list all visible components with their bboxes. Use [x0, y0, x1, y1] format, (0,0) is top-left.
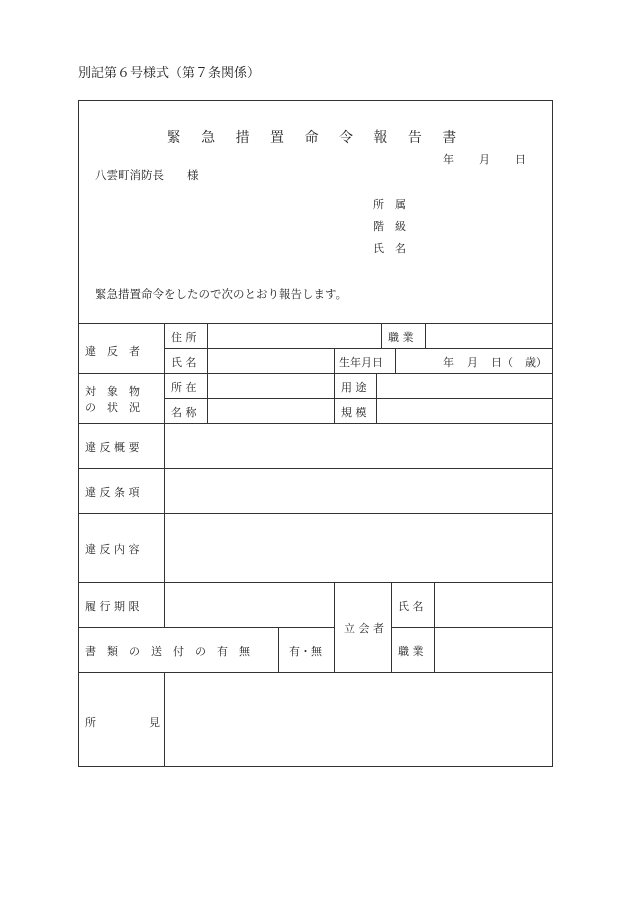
scale-label: 規 模 — [341, 406, 367, 419]
violator-name-label: 氏 名 — [171, 356, 197, 369]
officer-name-label: 氏 名 — [373, 242, 406, 255]
witness-occupation-label: 職 業 — [398, 645, 424, 658]
documents-label: 書 類 の 送 付 の 有 無 — [85, 645, 250, 658]
report-form — [78, 100, 553, 767]
form-caption: 別記第６号様式（第７条関係） — [78, 66, 261, 81]
opinion-label-left: 所 — [85, 716, 96, 729]
rank-label: 階 級 — [373, 220, 406, 233]
witness-name-label: 氏 名 — [398, 600, 424, 613]
birth-year: 年 — [443, 356, 454, 369]
object-name-label: 名 称 — [171, 406, 197, 419]
usage-label: 用 途 — [341, 381, 367, 394]
address-label: 住 所 — [171, 331, 197, 344]
date-day: 日 — [515, 153, 526, 166]
presence-value: 有・無 — [289, 645, 322, 658]
opinion-label-right: 見 — [149, 716, 160, 729]
date-year: 年 — [443, 153, 454, 166]
addressee: 八雲町消防長 様 — [95, 168, 199, 182]
occupation-label: 職 業 — [388, 331, 414, 344]
affiliation-label: 所 属 — [373, 198, 406, 211]
birth-day: 日（ — [491, 356, 513, 369]
violator-label-text: 違 反 者 — [85, 345, 140, 358]
age: 歳） — [525, 356, 547, 369]
date-month: 月 — [479, 153, 490, 166]
birthdate-label: 生年月日 — [339, 356, 383, 369]
violator-label — [85, 343, 157, 359]
report-statement: 緊急措置命令をしたので次のとおり報告します。 — [95, 287, 348, 301]
violation-summary-label: 違 反 概 要 — [85, 441, 140, 454]
target-label-line1: 対 象 物 — [85, 385, 140, 398]
form-title: 緊 急 措 置 命 令 報 告 書 — [166, 130, 465, 146]
deadline-label: 履 行 期 限 — [85, 600, 140, 613]
location-label: 所 在 — [171, 381, 197, 394]
violation-content-label: 違 反 内 容 — [85, 543, 140, 556]
birth-month: 月 — [467, 356, 478, 369]
violation-article-label: 違 反 条 項 — [85, 486, 140, 499]
target-label-line2: の 状 況 — [85, 401, 140, 414]
witness-label: 立 会 者 — [344, 622, 384, 635]
